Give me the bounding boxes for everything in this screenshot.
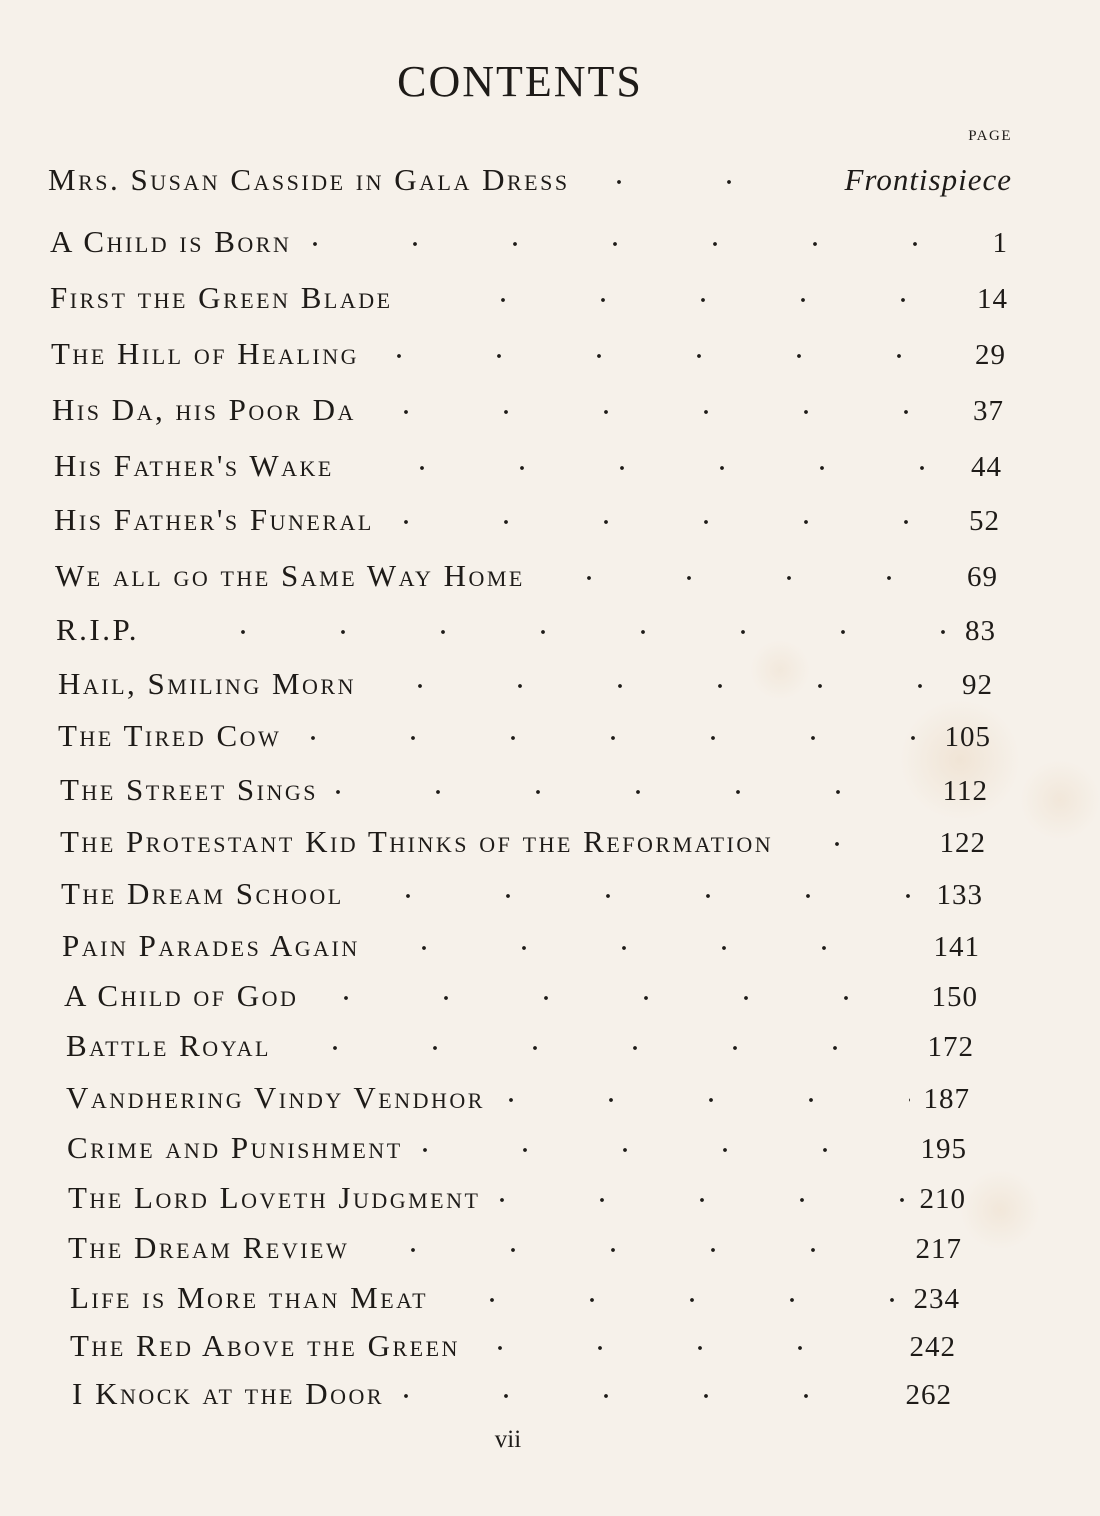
toc-entry-title: The Dream School [61,876,344,911]
toc-entry-title: First the Green Blade [50,280,393,315]
toc-entry [72,1376,952,1416]
toc-entry-page: 83 [965,615,996,647]
dot-leader [584,178,831,186]
toc-entry [68,1180,966,1220]
toc-entry-page: 37 [973,395,1004,427]
toc-entry [48,162,1012,202]
dot-leader [370,408,959,416]
toc-entry-page: 29 [975,339,1006,371]
toc-entry [66,1080,970,1120]
toc-entry [68,1230,962,1270]
toc-entry-title: The Street Sings [60,772,319,807]
dot-leader [373,352,961,360]
toc-entry-title: The Hill of Healing [51,336,359,371]
toc-entry-title: Life is More than Meat [70,1280,429,1315]
toc-entry-page: 217 [915,1233,962,1265]
toc-entry-title: A Child is Born [50,224,292,259]
toc-entry-page: 172 [927,1031,974,1063]
toc-entry-page: 141 [933,931,980,963]
toc-entry [66,1028,974,1068]
toc-entry-title: R.I.P. [56,612,140,647]
dot-leader [285,1044,914,1052]
dot-leader [358,892,923,900]
dot-leader [442,1296,899,1304]
toc-entry-title: Crime and Punishment [67,1130,403,1165]
toc-entry-page: 262 [905,1379,952,1411]
toc-entry-title: I Knock at the Door [72,1376,385,1411]
toc-entry [55,558,998,598]
toc-entry [58,666,993,706]
toc-entry-title: The Red Above the Green [70,1328,460,1363]
toc-entry-page: 122 [939,827,986,859]
toc-entry-page: 92 [962,669,993,701]
toc-entry-page: 44 [971,451,1002,483]
toc-entry-page: 1 [992,227,1008,259]
toc-entry-page: 52 [969,505,1000,537]
toc-entry-title: Hail, Smiling Morn [58,666,356,701]
dot-leader [539,574,953,582]
dot-leader [398,1392,891,1400]
dot-leader [494,1196,905,1204]
dot-leader [787,840,925,848]
dot-leader [499,1096,910,1104]
page-title: CONTENTS [397,57,643,106]
toc-entry-title: Vandhering Vindy Vendhor [66,1080,485,1115]
toc-entry-page: 195 [920,1133,967,1165]
dot-leader [417,1146,907,1154]
toc-entry [70,1280,960,1320]
dot-leader [388,518,955,526]
toc-entry-page: 234 [913,1283,960,1315]
dot-leader [363,1246,901,1254]
toc-entry [50,224,1008,264]
toc-entry-title: Pain Parades Again [62,928,360,963]
page-number: vii [494,1426,522,1453]
toc-entry-page: 105 [944,721,991,753]
toc-entry-title: The Dream Review [68,1230,350,1265]
dot-leader [153,628,951,636]
toc-entry-page: 69 [967,561,998,593]
toc-entry-title: A Child of God [64,978,299,1013]
toc-entry-title: His Father's Funeral [54,502,374,537]
toc-entry-title: Battle Royal [66,1028,271,1063]
dot-leader [407,296,963,304]
toc-entry [61,876,983,916]
toc-entry-title: Mrs. Susan Casside in Gala Dress [48,162,570,197]
toc-entry [52,392,1004,432]
toc-entry [58,718,991,758]
toc-entry-title: His Da, his Poor Da [52,392,356,427]
toc-entry [64,978,978,1018]
toc-entry-title: The Tired Cow [58,718,282,753]
dot-leader [295,734,930,742]
toc-entry [70,1328,956,1368]
page-column-label: PAGE [968,128,1012,144]
toc-entry [67,1130,967,1170]
toc-entry-page: 187 [923,1083,970,1115]
toc-entry-page: 242 [909,1331,956,1363]
toc-entry-title: The Protestant Kid Thinks of the Reformation [60,824,774,859]
toc-entry [54,502,1000,542]
toc-entry [56,612,996,652]
toc-entry-page: 210 [919,1183,966,1215]
toc-entry-title: His Father's Wake [54,448,334,483]
toc-entry-title: We all go the Same Way Home [55,558,525,593]
toc-entry-page: 133 [936,879,983,911]
dot-leader [374,944,920,952]
toc-entry-page: 14 [977,283,1008,315]
toc-entry [51,336,1006,376]
dot-leader [332,788,929,796]
toc-entry-page: 112 [942,775,988,807]
toc-entry-page: 150 [931,981,978,1013]
toc-entry [62,928,980,968]
dot-leader [348,464,957,472]
toc-entry [60,824,986,864]
toc-entry-title: The Lord Loveth Judgment [68,1180,481,1215]
dot-leader [312,994,917,1002]
toc-entry [50,280,1008,320]
dot-leader [305,240,978,248]
toc-entry [60,772,988,812]
toc-entry-page: Frontispiece [844,162,1012,197]
dot-leader [370,682,948,690]
toc-entry [54,448,1002,488]
dot-leader [474,1344,896,1352]
